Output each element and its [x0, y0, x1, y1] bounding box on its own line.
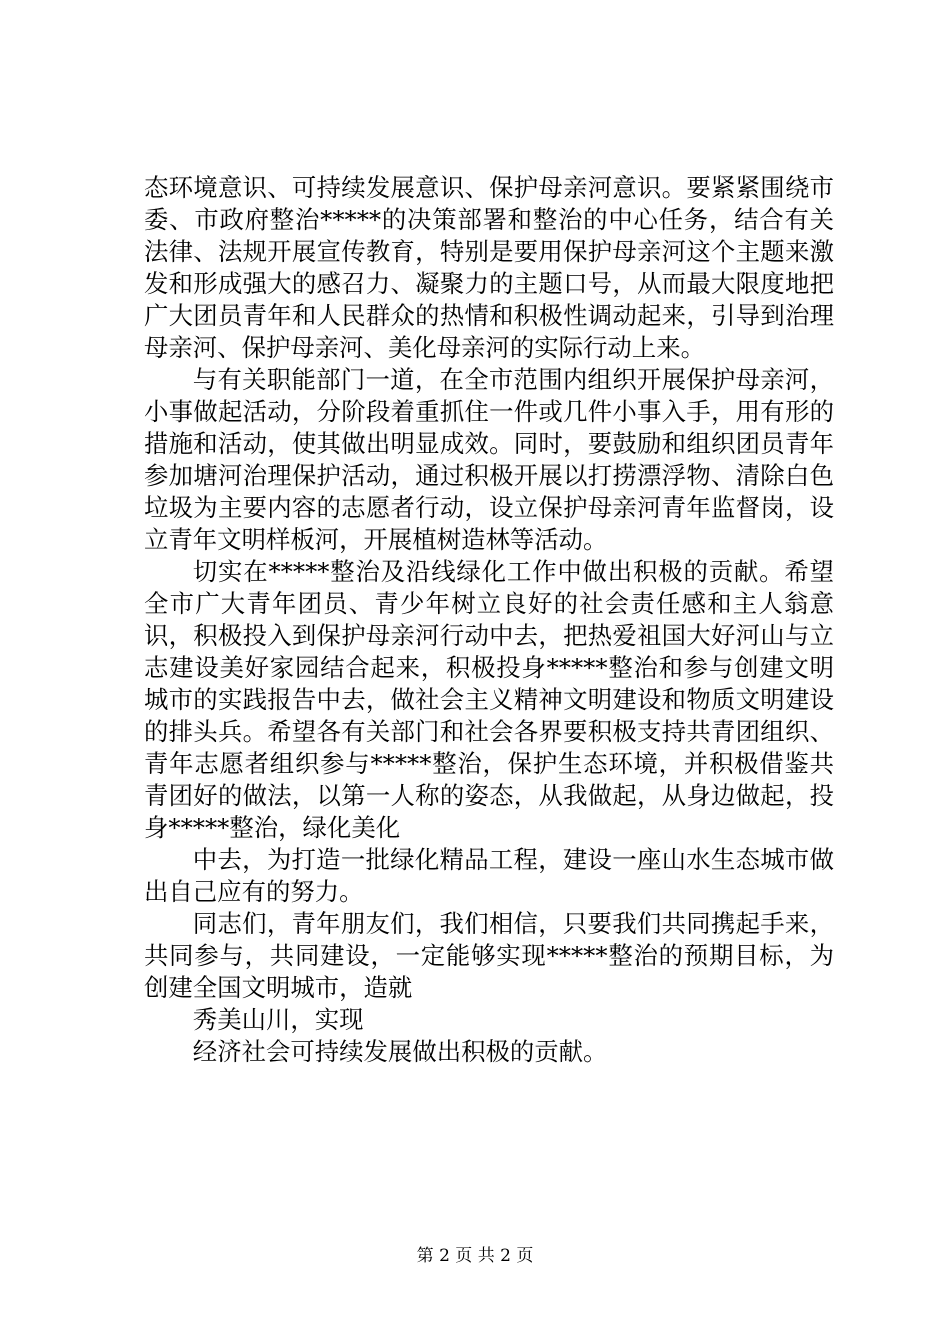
paragraph-1: 态环境意识、可持续发展意识、保护母亲河意识。要紧紧围绕市委、市政府整治*****的决策部署和整治的中心任务，结合有关法律、法规开展宣传教育，特别是要用保护母亲河这个主题来激发和形成强大的感召力、凝聚力的主题口号，从而最大限度地把广大团员青年和人民群众的热情和积极性调动起来，引导到治理母亲河、保护母亲河、美化母亲河的实际行动上来。	[144, 173, 834, 362]
paragraph-5: 同志们，青年朋友们，我们相信，只要我们共同携起手来，共同参与，共同建设，一定能够实现*****整治的预期目标，为创建全国文明城市，造就	[144, 909, 834, 1002]
page-number-footer: 第 2 页 共 2 页	[416, 1246, 534, 1266]
paragraph-4: 中去，为打造一批绿化精品工程，建设一座山水生态城市做出自己应有的努力。	[144, 845, 834, 906]
paragraph-7: 经济社会可持续发展做出积极的贡献。	[192, 1037, 608, 1066]
document-body	[144, 172, 834, 1068]
paragraph-3: 切实在*****整治及沿线绿化工作中做出积极的贡献。希望全市广大青年团员、青少年树立良好的社会责任感和主人翁意识，积极投入到保护母亲河行动中去，把热爱祖国大好河山与立志建设美好家园结合起来，积极投身*****整治和参与创建文明城市的实践报告中去，做社会主义精神文明建设和物质文明建设的排头兵。希望各有关部门和社会各界要积极支持共青团组织、青年志愿者组织参与*****整治，保护生态环境，并积极借鉴共青团好的做法，以第一人称的姿态，从我做起，从身边做起，投身*****整治，绿化美化	[144, 557, 834, 842]
paragraph-2: 与有关职能部门一道，在全市范围内组织开展保护母亲河，小事做起活动，分阶段着重抓住一件或几件小事入手，用有形的措施和活动，使其做出明显成效。同时，要鼓励和组织团员青年参加塘河治理保护活动，通过积极开展以打捞漂浮物、清除白色垃圾为主要内容的志愿者行动，设立保护母亲河青年监督岗，设立青年文明样板河，开展植树造林等活动。	[144, 365, 834, 554]
paragraph-6: 秀美山川，实现	[192, 1005, 364, 1034]
